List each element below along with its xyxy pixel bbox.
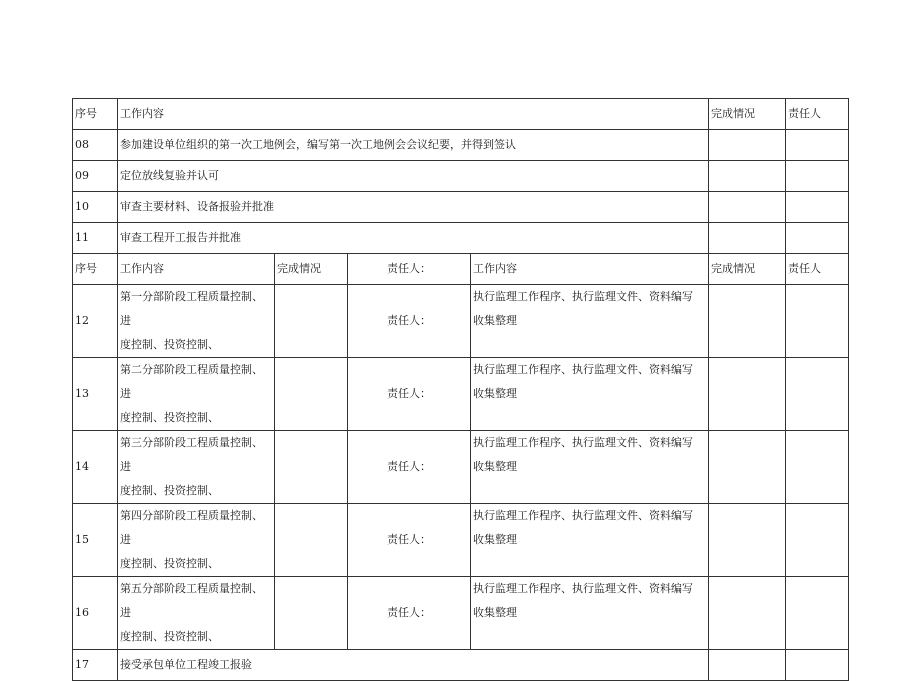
row-owner-2 [786, 577, 849, 650]
content-line-2: 度控制、投资控制、 [120, 338, 219, 351]
row-owner: 责任人： [348, 504, 471, 577]
row-status [275, 285, 348, 358]
row-status-2 [709, 358, 786, 431]
row-status-2 [709, 577, 786, 650]
table-row [73, 650, 849, 681]
row-status-2 [709, 504, 786, 577]
content-line-2: 度控制、投资控制、 [120, 484, 219, 497]
content-line-1: 第四分部阶段工程质量控制、进 [120, 509, 263, 546]
table-row [73, 285, 849, 358]
sub-header-row [73, 254, 849, 285]
row-seq: 12 [73, 285, 118, 358]
row-work [471, 431, 709, 504]
row-seq: 17 [73, 650, 118, 681]
row-seq: 08 [73, 130, 118, 161]
row-seq: 16 [73, 577, 118, 650]
content-line-1: 第五分部阶段工程质量控制、进 [120, 582, 263, 619]
sub-header-content: 工作内容 [118, 254, 275, 285]
table-row [73, 504, 849, 577]
row-status [709, 130, 786, 161]
row-seq: 11 [73, 223, 118, 254]
row-content: 审查工程开工报告并批准 [118, 223, 709, 254]
row-content [118, 358, 275, 431]
row-content: 参加建设单位组织的第一次工地例会，编写第一次工地例会会议纪要，并得到签认 [118, 130, 709, 161]
row-status [709, 223, 786, 254]
header-row [73, 99, 849, 130]
work-line-2: 收集整理 [473, 314, 517, 327]
row-seq: 09 [73, 161, 118, 192]
work-plan-table [72, 98, 849, 681]
table-row [73, 577, 849, 650]
content-line-2: 度控制、投资控制、 [120, 630, 219, 643]
row-status [275, 577, 348, 650]
row-seq: 10 [73, 192, 118, 223]
header-status: 完成情况 [709, 99, 786, 130]
row-content: 接受承包单位工程竣工报验 [118, 650, 709, 681]
work-line-2: 收集整理 [473, 606, 517, 619]
header-content: 工作内容 [118, 99, 709, 130]
row-owner [786, 130, 849, 161]
work-line-1: 执行监理工作程序、执行监理文件、资料编写 [473, 290, 693, 303]
work-line-1: 执行监理工作程序、执行监理文件、资料编写 [473, 363, 693, 376]
sub-header-status-2: 完成情况 [709, 254, 786, 285]
table-row [73, 431, 849, 504]
row-owner-2 [786, 504, 849, 577]
row-content [118, 577, 275, 650]
table-row [73, 192, 849, 223]
row-status [709, 192, 786, 223]
content-line-1: 第一分部阶段工程质量控制、进 [120, 290, 263, 327]
row-owner [786, 223, 849, 254]
row-content: 定位放线复验并认可 [118, 161, 709, 192]
row-owner: 责任人： [348, 577, 471, 650]
content-line-2: 度控制、投资控制、 [120, 557, 219, 570]
row-owner-2 [786, 285, 849, 358]
row-status [275, 358, 348, 431]
row-status [709, 650, 786, 681]
row-work [471, 504, 709, 577]
sub-header-owner: 责任人： [348, 254, 471, 285]
work-line-1: 执行监理工作程序、执行监理文件、资料编写 [473, 436, 693, 449]
work-line-2: 收集整理 [473, 533, 517, 546]
row-seq: 13 [73, 358, 118, 431]
row-seq: 14 [73, 431, 118, 504]
row-content [118, 285, 275, 358]
work-line-2: 收集整理 [473, 387, 517, 400]
content-line-1: 第二分部阶段工程质量控制、进 [120, 363, 263, 400]
table-row [73, 130, 849, 161]
header-owner: 责任人 [786, 99, 849, 130]
row-owner: 责任人： [348, 358, 471, 431]
table-row [73, 223, 849, 254]
row-content: 审查主要材料、设备报验并批准 [118, 192, 709, 223]
content-line-2: 度控制、投资控制、 [120, 411, 219, 424]
table-row [73, 358, 849, 431]
row-seq: 15 [73, 504, 118, 577]
row-owner-2 [786, 358, 849, 431]
header-seq: 序号 [73, 99, 118, 130]
row-owner [786, 192, 849, 223]
row-status-2 [709, 285, 786, 358]
content-line-1: 第三分部阶段工程质量控制、进 [120, 436, 263, 473]
row-content [118, 504, 275, 577]
row-work [471, 577, 709, 650]
row-status [709, 161, 786, 192]
row-status-2 [709, 431, 786, 504]
work-line-1: 执行监理工作程序、执行监理文件、资料编写 [473, 509, 693, 522]
row-content [118, 431, 275, 504]
table-row [73, 161, 849, 192]
row-owner [786, 161, 849, 192]
sub-header-owner-2: 责任人 [786, 254, 849, 285]
sub-header-status: 完成情况 [275, 254, 348, 285]
row-owner [786, 650, 849, 681]
row-owner: 责任人： [348, 285, 471, 358]
sub-header-seq: 序号 [73, 254, 118, 285]
work-line-2: 收集整理 [473, 460, 517, 473]
row-work [471, 285, 709, 358]
row-owner-2 [786, 431, 849, 504]
work-line-1: 执行监理工作程序、执行监理文件、资料编写 [473, 582, 693, 595]
row-status [275, 504, 348, 577]
sub-header-content-2: 工作内容 [471, 254, 709, 285]
row-work [471, 358, 709, 431]
row-owner: 责任人： [348, 431, 471, 504]
row-status [275, 431, 348, 504]
